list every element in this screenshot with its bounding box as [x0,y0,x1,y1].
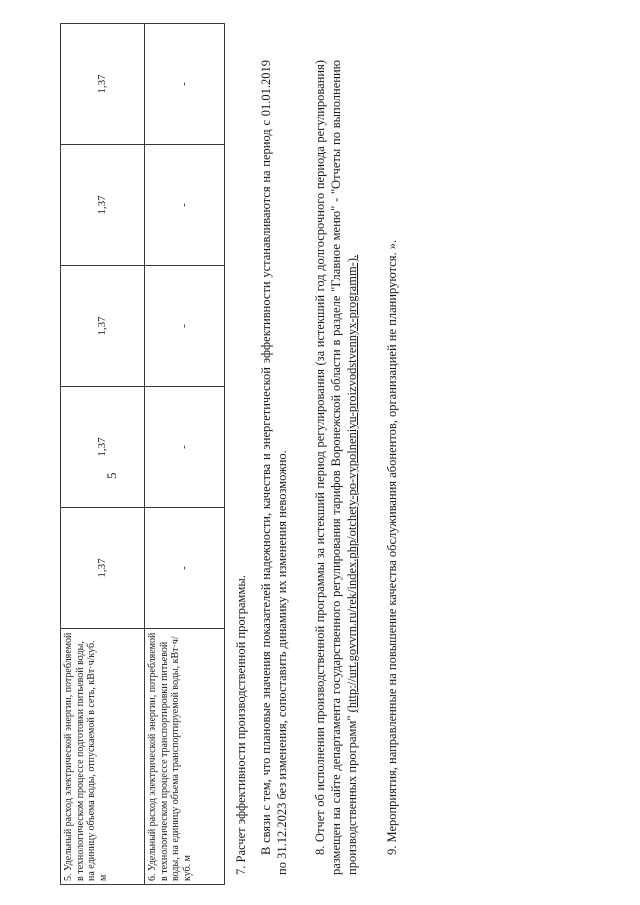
section-7-heading: 7. Расчет эффективности производственной программы. [234,575,248,875]
table-cell: - [145,145,225,266]
table-cell: 1,37 [61,387,145,508]
section-9-paragraph: 9. Мероприятия, направленные на повышение качества обслуживания абонентов, организацией не планируются. ». [385,239,399,855]
report-link[interactable]: (http://urt.govvrn.ru/rek/index.php/otchety-po-vypolneniyu-proizvodstvennyx-programm-). [345,254,360,713]
row-label: 6. Удельный расход электрической энергии, потребляемой в технологическом процессе транспортировки питьевой воды, на единицу объема транспортируемой воды, кВт·ч/куб. м [145,629,225,885]
indicators-table [60,23,225,885]
table-cell: - [145,387,225,508]
table-cell: - [145,24,225,145]
table-cell: - [145,266,225,387]
table-cell: 1,37 [61,266,145,387]
page-number: 5 [104,472,119,479]
table-cell: 1,37 [61,508,145,629]
table-cell: 1,37 [61,24,145,145]
section-7-body: В связи с тем, что плановые значения показателей надежности, качества и энергетической эффективности устанавливаются на период с 01.01.2019 по 31.12.2023 без изменения, сопоставить динамику их изменения невозможно. [259,60,290,875]
section-8-text: 8. Отчет об исполнении производственной программы за истекший период регулирования (за истекший год долгосрочного периода регулирования) размещен на сайте департамента государственного регулирования тарифов Воронежской области в разделе "Главное меню" - "Отчеты по выполнению производственных программ" [313,60,360,875]
table-row [145,24,225,885]
table-cell: - [145,508,225,629]
table-cell: 1,37 [61,145,145,266]
row-label: 5. Удельный расход электрической энергии, потребляемой в технологическом процессе подготовки питьевой воды, на единицу объема воды, отпускаемой в сеть, кВт·ч/куб. м [61,629,145,885]
table-row [61,24,145,885]
section-8-paragraph [312,60,361,875]
